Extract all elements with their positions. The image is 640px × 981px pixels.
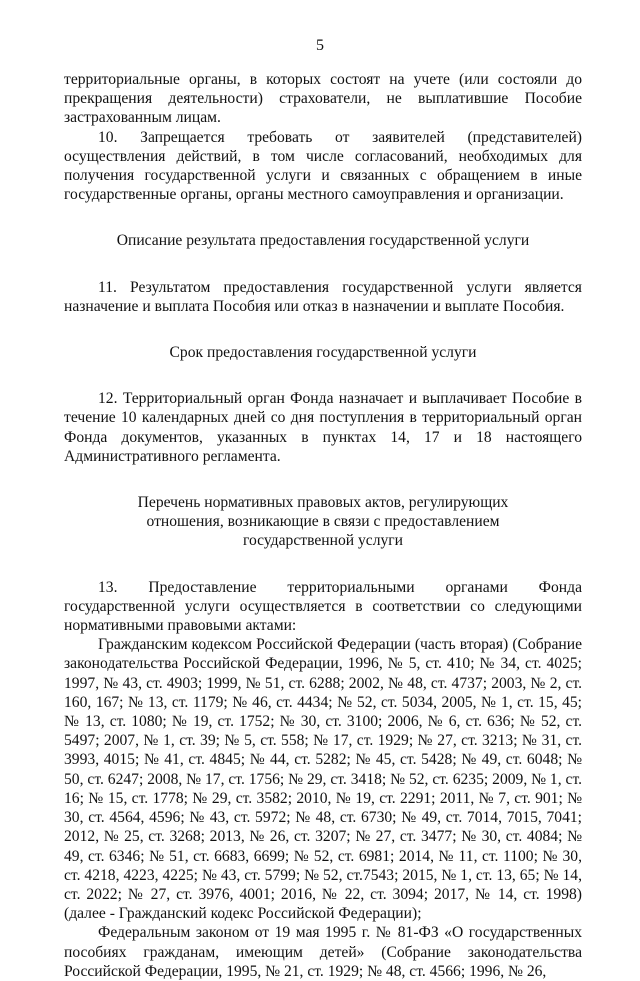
paragraph-federal-law: Федеральным законом от 19 мая 1995 г. № 81-ФЗ «О государственных пособиях гражданам, имеющим детей» (Собрание законодательства Российской Федерации, 1995, № 21, ст. 1929; № 48, ст. 4566; 1996, № 26, [64,924,582,980]
page-number: 5 [316,37,324,54]
paragraph-13: 13. Предоставление территориальными органами Фонда государственной услуги осуществляется в соответствии со следующими нормативными правовыми актами: [64,578,582,635]
document-body [64,70,582,981]
heading-legal-acts-line: Перечень нормативных правовых актов, регулирующих [137,494,509,512]
spacer [64,204,582,231]
paragraph-continued: территориальные органы, в которых состоят на учете (или состояли до прекращения деятельности) страхователи, не выплатившие Пособие застрахованным лицам. [64,71,582,127]
heading-result-description: Описание результата предоставления государственной услуги [116,232,530,250]
paragraph-12: 12. Территориальный орган Фонда назначает и выплачивает Пособие в течение 10 календарных дней со дня поступления в территориальный орган Фонда документов, указанных в пунктах 14, 17 и 18 настоящего Административного регламента. [64,390,582,465]
paragraph-10: 10. Запрещается требовать от заявителей (представителей) осуществления действий, в том числе согласований, необходимых для получения государственной услуги и связанных с обращением в иные государственные органы, органы местного самоуправления и организации. [64,128,582,204]
spacer [64,466,582,493]
heading-legal-acts-line: государственной услуги [242,532,404,550]
spacer [64,362,582,389]
spacer [64,251,582,278]
spacer [64,551,582,578]
paragraph-civil-code: Гражданским кодексом Российской Федерации (часть вторая) (Собрание законодательства Российской Федерации, 1996, № 5, ст. 410; № 34, ст. 4025; 1997, № 43, ст. 4903; 1999, № 51, ст. 6288; 2002, № 48, ст. 4737; 2003, № 2, ст. 160, 167; № 13, ст. 1179; № 46, ст. 4434; № 52, ст. 5034, 2005, № 1, ст. 15, 45; № 13, ст. 1080; № 19, ст. 1752; № 30, ст. 3100; 2006, № 6, ст. 636; № 52, ст. 5497; 2007, № 1, ст. 39; № 5, ст. 558; № 17, ст. 1929; № 27, ст. 3213; № 31, ст. 3993, 4015; № 41, ст. 4845; № 44, ст. 5282; № 45, ст. 5428; № 49, ст. 6048; № 50, ст. 6247; 2008, № 17, ст. 1756; № 29, ст. 3418; № 52, ст. 6235; 2009, № 1, ст. 16; № 15, ст. 1778; № 29, ст. 3582; 2010, № 19, ст. 2291; 2011, № 7, ст. 901; № 30, ст. 4564, 4596; № 43, ст. 5972; № 48, ст. 6730; № 49, ст. 7014, 7015, 7041; 2012, № 25, ст. 3268; 2013, № 26, ст. 3207; № 27, ст. 3477; № 30, ст. 4084; № 49, ст. 6346; № 51, ст. 6683, 6699; № 52, ст. 6981; 2014, № 11, ст. 1100; № 30, ст. 4218, 4223, 4225; № 43, ст. 5799; № 52, ст.7543; 2015, № 1, ст. 13, 65; № 14, ст. 2022; № 27, ст. 3976, 4001; 2016, № 22, ст. 3094; 2017, № 14, ст. 1998) (далее - Гражданский кодекс Российской Федерации); [64,636,582,923]
heading-legal-acts [64,493,582,551]
heading-service-term: Срок предоставления государственной услуги [169,344,477,362]
heading-legal-acts-line: отношения, возникающие в связи с предоставлением [146,513,500,531]
spacer [64,316,582,343]
paragraph-11: 11. Результатом предоставления государственной услуги является назначение и выплата Пособия или отказ в назначении и выплате Пособия. [64,278,582,315]
